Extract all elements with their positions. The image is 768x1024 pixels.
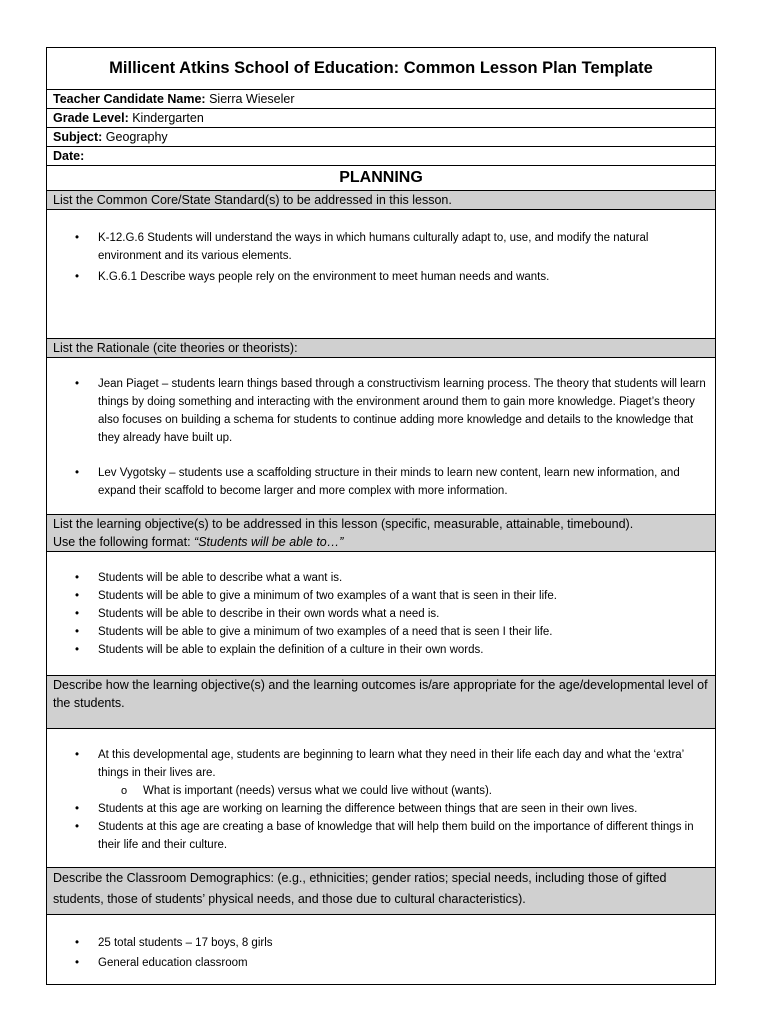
grade-level-label: Grade Level: [53,111,129,125]
list-item: • Students will be able to describe what a want is. [98,569,709,587]
objectives-content [47,552,716,676]
list-item: • K-12.G.6 Students will understand the ways in which humans culturally adapt to, use, and modify the natural environment and its various elements. [98,229,709,265]
list-item: • Jean Piaget – students learn things based through a constructivism learning process. The theory that students will learn things by doing something and interacting with the environment around them to gain more knowledge. Piaget’s theory also focuses on building a schema for students to continue adding more knowledge and details to the knowledge that they already have built up. [98,375,709,447]
demographics-content [47,915,716,985]
list-item: • K.G.6.1 Describe ways people rely on the environment to meet human needs and wants. [98,268,709,286]
date-label: Date: [53,149,85,163]
objectives-format-prefix: Use the following format: [53,535,195,549]
objectives-format-italic: “Students will be able to…” [194,535,344,549]
lesson-plan-document [46,47,716,985]
teacher-name-row [47,90,716,109]
date-row [47,147,716,166]
list-item: • Lev Vygotsky – students use a scaffolding structure in their minds to learn new content, learn new information, and expand their scaffold to become larger and more complex with more information. [98,464,709,500]
objectives-heading-line1: List the learning objective(s) to be addressed in this lesson (specific, measurable, attainable, timebound). [53,517,634,531]
objectives-heading [47,515,716,552]
subject-row [47,128,716,147]
list-item: • General education classroom [98,953,709,973]
appropriateness-content [47,729,716,868]
standards-content [47,210,716,339]
rationale-heading: List the Rationale (cite theories or theorists): [47,339,716,358]
teacher-name-label: Teacher Candidate Name: [53,92,206,106]
list-item: • Students will be able to explain the definition of a culture in their own words. [98,641,709,659]
standards-heading: List the Common Core/State Standard(s) to be addressed in this lesson. [47,191,716,210]
list-item: • Students at this age are working on learning the difference between things that are seen in their own lives. [98,800,709,818]
sub-list-item: o What is important (needs) versus what we could live without (wants). [143,782,709,800]
list-item-text: At this developmental age, students are beginning to learn what they need in their life each day and what the ‘extra’ things in their lives are. [98,749,684,779]
objectives-heading-line2 [53,533,709,551]
planning-heading: PLANNING [47,166,716,191]
subject-value: Geography [105,130,168,144]
appropriateness-heading: Describe how the learning objective(s) and the learning outcomes is/are appropriate for the age/developmental level of the students. [47,676,716,729]
grade-level-value: Kindergarten [132,111,204,125]
list-item: • Students will be able to describe in their own words what a need is. [98,605,709,623]
lesson-plan-table [46,47,716,985]
demographics-heading: Describe the Classroom Demographics: (e.g., ethnicities; gender ratios; special needs, including those of gifted students, those of students’ physical needs, and those due to cultural characteristics). [47,868,716,915]
list-item: • 25 total students – 17 boys, 8 girls [98,933,709,953]
subject-label: Subject: [53,130,103,144]
teacher-name-value: Sierra Wieseler [209,92,295,106]
list-item: • Students will be able to give a minimum of two examples of a need that is seen I their life. [98,623,709,641]
list-item: • Students at this age are creating a base of knowledge that will help them build on the importance of different things in their life and their culture. [98,818,709,854]
list-item [98,746,709,800]
grade-level-row [47,109,716,128]
list-item: • Students will be able to give a minimum of two examples of a want that is seen in their life. [98,587,709,605]
document-title: Millicent Atkins School of Education: Common Lesson Plan Template [47,48,716,90]
rationale-content [47,358,716,515]
